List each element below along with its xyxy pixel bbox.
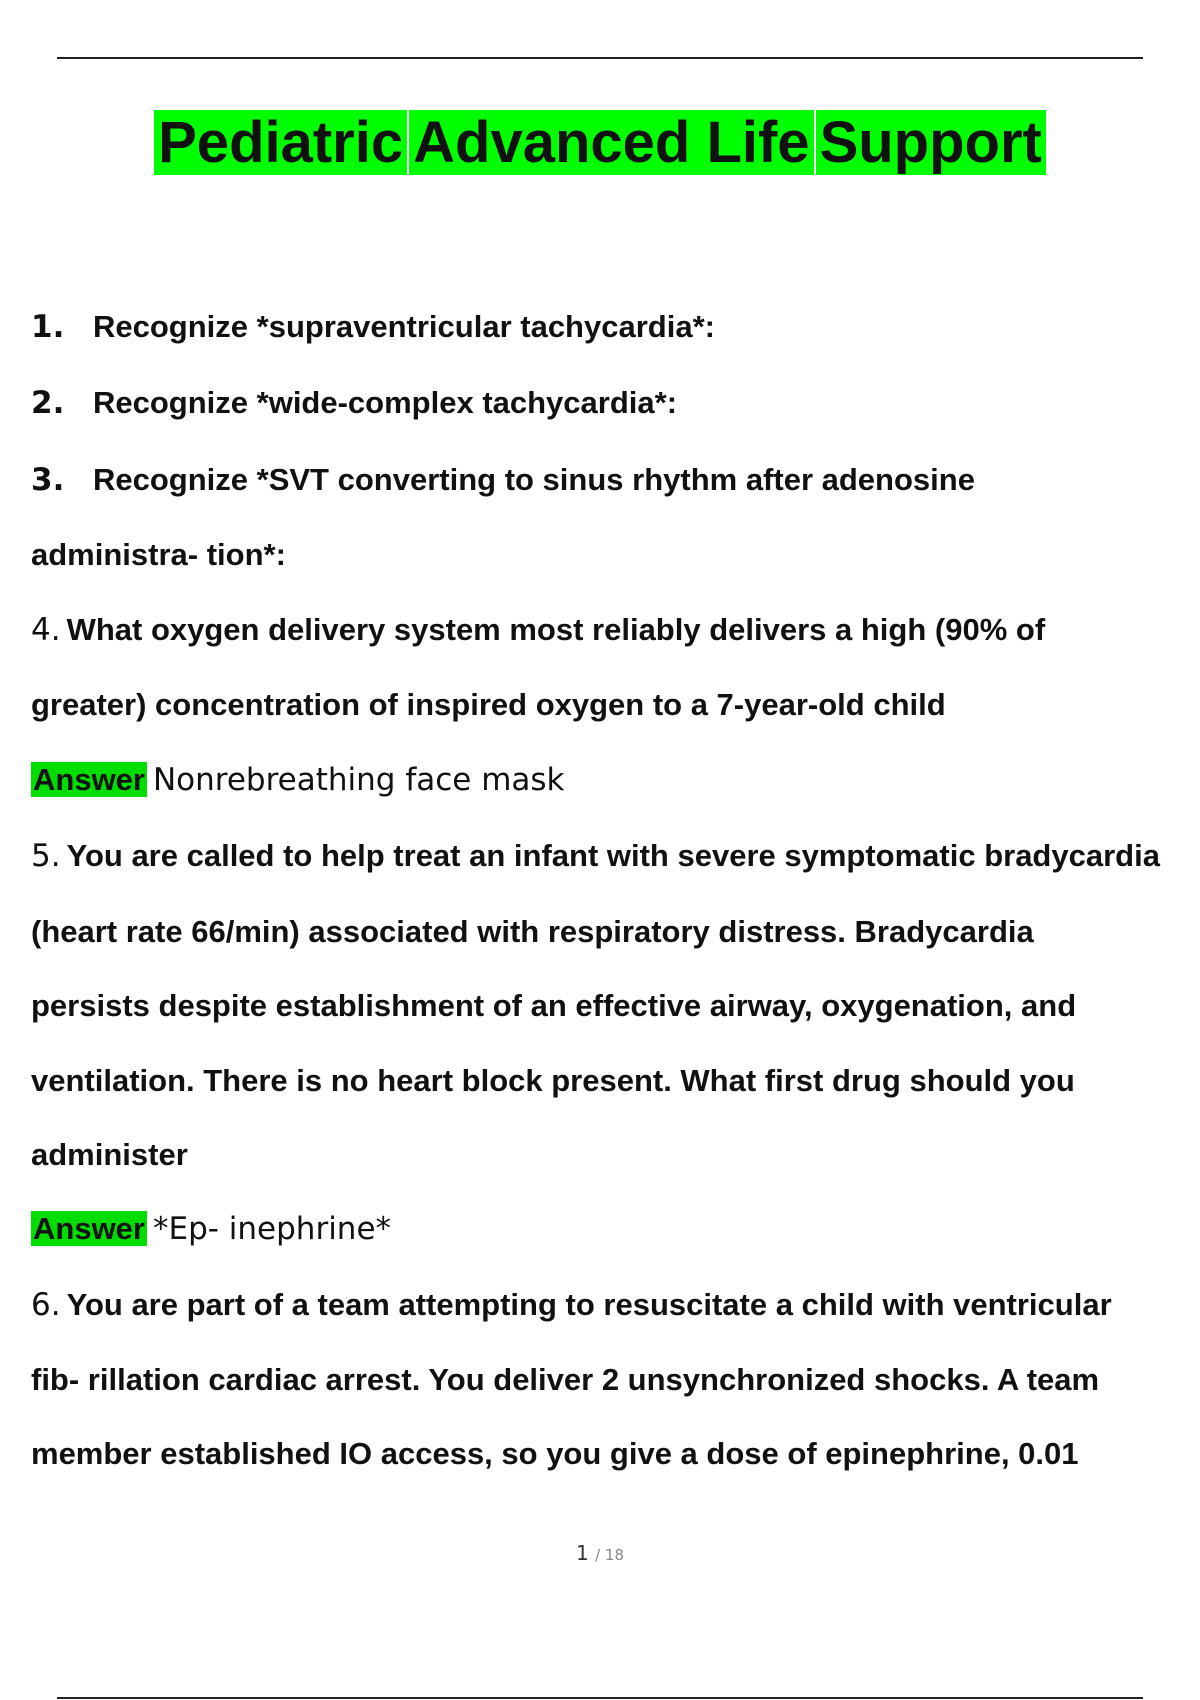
question-text: (heart rate 66/min) associated with respiratory distress. Bradycardia: [31, 914, 1034, 949]
title-word: Support: [816, 110, 1046, 175]
question-5: [31, 836, 1160, 876]
question-text: What oxygen delivery system most reliably delivers a high (90% of: [66, 612, 1046, 647]
question-text: ventilation. There is no heart block present. What first drug should you: [31, 1063, 1075, 1098]
title-word: Advanced Life: [409, 110, 815, 175]
answer-label: Answer: [33, 762, 145, 797]
page-total: / 18: [595, 1546, 624, 1564]
question-5-continued: [31, 1061, 1075, 1101]
question-number: 4.: [31, 612, 61, 648]
question-4: [31, 610, 1045, 650]
question-text: Recognize *SVT converting to sinus rhythm after adenosine: [93, 462, 975, 497]
question-6-continued: [31, 1434, 1079, 1474]
question-text: You are part of a team attempting to resuscitate a child with ventricular: [66, 1287, 1112, 1322]
question-number: 3.: [31, 462, 65, 498]
question-text: greater) concentration of inspired oxygen to a 7-year-old child: [31, 687, 946, 722]
bottom-rule: [57, 1697, 1143, 1699]
page-indicator: [0, 1541, 1200, 1565]
question-text: You are called to help treat an infant with severe symptomatic bradycardia: [66, 838, 1160, 873]
answer-text: *Ep- inephrine*: [152, 1211, 392, 1247]
question-3: [31, 460, 975, 500]
question-number: 5.: [31, 838, 61, 874]
question-6: [31, 1285, 1112, 1325]
page-title: [0, 108, 1200, 178]
answer-text: Nonrebreathing face mask: [152, 762, 565, 798]
question-number: 2.: [31, 385, 65, 421]
question-text: fib- rillation cardiac arrest. You deliver 2 unsynchronized shocks. A team: [31, 1362, 1100, 1397]
question-5-continued: [31, 912, 1034, 952]
title-word: Pediatric: [154, 110, 409, 175]
question-text: persists despite establishment of an effective airway, oxygenation, and: [31, 988, 1077, 1023]
question-text: administra- tion*:: [31, 537, 286, 572]
question-3-continued: [31, 535, 286, 575]
question-text: Recognize *supraventricular tachycardia*:: [93, 309, 715, 344]
question-number: 1.: [31, 309, 65, 345]
answer-label: Answer: [33, 1211, 145, 1246]
question-text: member established IO access, so you give a dose of epinephrine, 0.01: [31, 1436, 1079, 1471]
question-number: 6.: [31, 1287, 61, 1323]
page-current: 1: [575, 1541, 589, 1565]
answer-5: [31, 1209, 391, 1249]
question-1: [31, 307, 715, 347]
top-rule: [57, 57, 1143, 59]
question-5-continued: [31, 986, 1076, 1026]
question-2: [31, 383, 677, 423]
answer-4: [31, 760, 565, 800]
question-text: Recognize *wide-complex tachycardia*:: [93, 385, 678, 420]
question-text: administer: [31, 1137, 188, 1172]
question-5-continued: [31, 1135, 188, 1175]
question-4-continued: [31, 685, 946, 725]
question-6-continued: [31, 1360, 1099, 1400]
